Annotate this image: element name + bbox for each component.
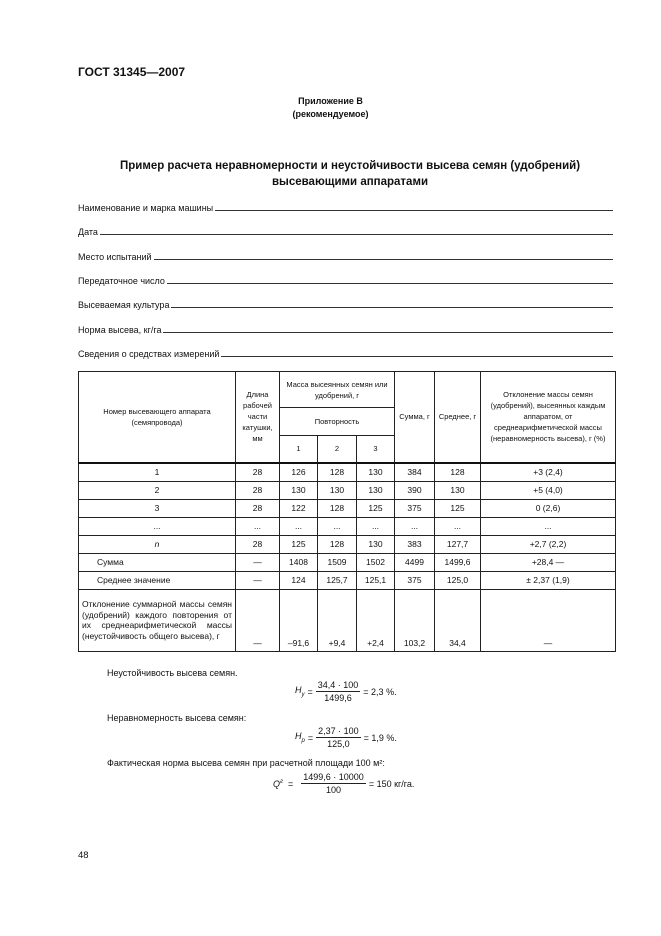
header-length: Длина рабочей части катушки, мм <box>236 372 280 463</box>
standard-code: ГОСТ 31345—2007 <box>78 65 186 79</box>
formula-result: = 1,9 %. <box>363 732 397 743</box>
formula-denominator: 1499,6 <box>324 693 352 703</box>
cell-sum: 103,2 <box>395 589 435 651</box>
cell-deviation: — <box>481 589 616 651</box>
table-row <box>79 481 616 499</box>
cell-repeat-3: ... <box>357 517 395 535</box>
formula-denominator: 125,0 <box>327 739 350 749</box>
instability-formula: $H_у$ = $\frac{34,4 \cdot 100}{1499,6}$ = 2,3 %. <box>295 680 397 703</box>
cell-label: Сумма <box>79 553 236 571</box>
header-repeat: Повторность <box>280 408 395 436</box>
header-apparatus: Номер высевающего аппарата (семяпровода) <box>79 372 236 463</box>
formula-fraction <box>301 772 366 795</box>
header-mass: Масса высеянных семян или удобрений, г <box>280 372 395 408</box>
cell-label: Отклонение суммарной массы семян (удобрений) каждого повторения от их среднеарифметической массы (неустойчивость общего высева), г <box>79 589 236 651</box>
cell-repeat-1: 130 <box>280 481 318 499</box>
cell-repeat-3: 130 <box>357 481 395 499</box>
cell-length: 28 <box>236 499 280 517</box>
title-line-1: Пример расчета неравномерности и неустойчивости высева семян (удобрений) <box>119 160 581 172</box>
fill-line <box>221 356 613 357</box>
field-seeding-rate <box>78 323 613 335</box>
cell-sum: 390 <box>395 481 435 499</box>
field-crop <box>78 298 613 310</box>
cell-length: 28 <box>236 535 280 553</box>
header-sum: Сумма, г <box>395 372 435 463</box>
field-label: Дата <box>78 227 98 237</box>
page-number: 48 <box>78 850 89 861</box>
field-instruments <box>78 347 613 359</box>
cell-length: — <box>236 553 280 571</box>
cell-deviation: ± 2,37 (1,9) <box>481 571 616 589</box>
cell-repeat-2: 125,7 <box>318 571 357 589</box>
cell-repeat-1: –91,6 <box>280 589 318 651</box>
cell-repeat-3: 130 <box>357 535 395 553</box>
appendix-title: Приложение В <box>298 96 363 106</box>
cell-repeat-1: 124 <box>280 571 318 589</box>
table-row <box>79 499 616 517</box>
cell-length: — <box>236 589 280 651</box>
header-repeat-1: 1 <box>280 436 318 463</box>
cell-sum: 4499 <box>395 553 435 571</box>
table-row <box>79 535 616 553</box>
fill-line <box>154 259 613 260</box>
cell-number: ... <box>79 517 236 535</box>
cell-repeat-3: 125,1 <box>357 571 395 589</box>
cell-deviation: +5 (4,0) <box>481 481 616 499</box>
cell-sum: 375 <box>395 499 435 517</box>
formula-numerator: 34,4 · 100 <box>317 680 359 690</box>
formula-lhs: $H_р$ <box>295 731 305 744</box>
cell-label: Среднее значение <box>79 571 236 589</box>
cell-repeat-2: 1509 <box>318 553 357 571</box>
rate-formula: $Q^г$ = $\frac{1499,6 \cdot 10000}{100}$ = 150 кг/га. <box>273 772 415 795</box>
cell-repeat-3: 125 <box>357 499 395 517</box>
cell-number: 2 <box>79 481 236 499</box>
cell-sum: ... <box>395 517 435 535</box>
cell-average: 1499,6 <box>435 553 481 571</box>
cell-sum: 383 <box>395 535 435 553</box>
cell-average: 125,0 <box>435 571 481 589</box>
cell-average: 128 <box>435 463 481 482</box>
field-label: Наименование и марка машины <box>78 203 214 213</box>
header-average: Среднее, г <box>435 372 481 463</box>
formula-fraction <box>316 726 361 749</box>
average-row <box>79 571 616 589</box>
cell-repeat-2: 130 <box>318 481 357 499</box>
instability-label: Неустойчивость высева семян. <box>107 668 238 678</box>
header-repeat-2: 2 <box>318 436 357 463</box>
table-row <box>79 517 616 535</box>
header-deviation: Отклонение массы семян (удобрений), высеянных каждым аппаратом, от среднеарифметической массы (неравномерность высева), г (%) <box>481 372 616 463</box>
field-label: Высеваемая культура <box>78 300 170 310</box>
cell-average: 130 <box>435 481 481 499</box>
cell-repeat-2: 128 <box>318 535 357 553</box>
fill-line <box>167 283 613 284</box>
cell-average: 34,4 <box>435 589 481 651</box>
cell-length: — <box>236 571 280 589</box>
fill-line <box>163 332 613 333</box>
cell-length: 28 <box>236 463 280 482</box>
field-place <box>78 250 613 262</box>
cell-repeat-1: 122 <box>280 499 318 517</box>
cell-repeat-1: 125 <box>280 535 318 553</box>
fill-line <box>171 307 613 308</box>
cell-average: 127,7 <box>435 535 481 553</box>
cell-repeat-1: 126 <box>280 463 318 482</box>
rate-label: Фактическая норма высева семян при расчетной площади 100 м²: <box>107 758 385 768</box>
results-table <box>78 371 616 652</box>
formula-lhs: $H_у$ <box>295 685 305 698</box>
deviation-row <box>79 589 616 651</box>
nonuniformity-formula: $H_р$ = $\frac{2,37 \cdot 100}{125,0}$ = 1,9 %. <box>295 726 397 749</box>
cell-repeat-1: 1408 <box>280 553 318 571</box>
cell-repeat-1: ... <box>280 517 318 535</box>
field-date <box>78 225 613 237</box>
formula-result: = 2,3 %. <box>363 686 397 697</box>
cell-repeat-2: ... <box>318 517 357 535</box>
fill-line <box>215 210 613 211</box>
header-repeat-3: 3 <box>357 436 395 463</box>
field-gear-ratio <box>78 274 613 286</box>
cell-length: ... <box>236 517 280 535</box>
cell-deviation: +2,7 (2,2) <box>481 535 616 553</box>
formula-result: = 150 кг/га. <box>368 778 415 789</box>
cell-deviation: +3 (2,4) <box>481 463 616 482</box>
cell-length: 28 <box>236 481 280 499</box>
formula-numerator: 1499,6 · 10000 <box>303 772 364 782</box>
cell-repeat-3: +2,4 <box>357 589 395 651</box>
cell-repeat-2: +9,4 <box>318 589 357 651</box>
formula-denominator: 100 <box>326 785 342 795</box>
cell-repeat-2: 128 <box>318 499 357 517</box>
cell-number: 3 <box>79 499 236 517</box>
cell-deviation: 0 (2,6) <box>481 499 616 517</box>
nonuniformity-label: Неравномерность высева семян: <box>107 713 247 723</box>
field-label: Место испытаний <box>78 252 152 262</box>
field-label: Сведения о средствах измерений <box>78 349 220 359</box>
field-machine <box>78 201 613 213</box>
field-label: Передаточное число <box>78 276 165 286</box>
cell-repeat-3: 1502 <box>357 553 395 571</box>
formula-numerator: 2,37 · 100 <box>318 726 359 736</box>
fill-line <box>100 234 613 235</box>
cell-number: n <box>79 535 236 553</box>
cell-sum: 384 <box>395 463 435 482</box>
title-line-2: высевающими аппаратами <box>271 176 429 188</box>
cell-average: ... <box>435 517 481 535</box>
cell-average: 125 <box>435 499 481 517</box>
cell-repeat-2: 128 <box>318 463 357 482</box>
cell-sum: 375 <box>395 571 435 589</box>
sum-row <box>79 553 616 571</box>
cell-deviation: ... <box>481 517 616 535</box>
cell-deviation: +28,4 — <box>481 553 616 571</box>
cell-number: 1 <box>79 463 236 482</box>
formula-fraction <box>316 680 361 703</box>
field-label: Норма высева, кг/га <box>78 325 162 335</box>
document-title <box>80 158 620 190</box>
table-row <box>79 463 616 482</box>
cell-repeat-3: 130 <box>357 463 395 482</box>
appendix-note: (рекомендуемое) <box>292 109 369 119</box>
formula-lhs: $Q^г$ <box>273 778 283 789</box>
